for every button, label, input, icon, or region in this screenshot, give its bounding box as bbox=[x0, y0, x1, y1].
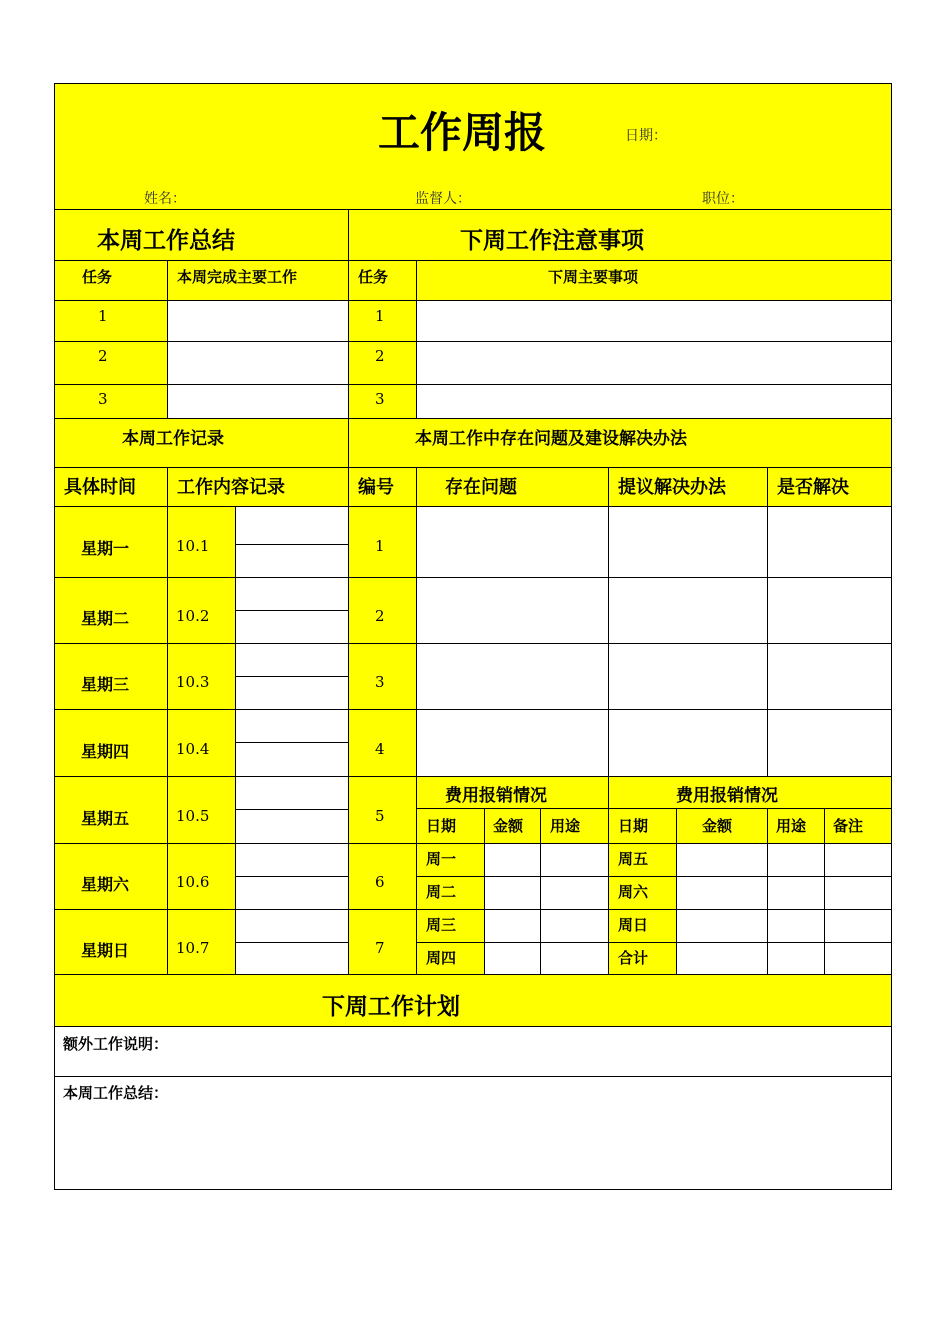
solution-cell[interactable] bbox=[608, 506, 768, 578]
task-row-next-cell[interactable] bbox=[416, 384, 892, 419]
problem-cell[interactable] bbox=[416, 577, 609, 644]
expense-day: 周四 bbox=[426, 949, 457, 967]
task-row-num-right: 1 bbox=[375, 307, 385, 325]
date-label: 日期： bbox=[625, 128, 667, 144]
expense-day-right: 周六 bbox=[618, 883, 649, 901]
day-label: 星期五 bbox=[81, 809, 130, 828]
day-label: 星期三 bbox=[81, 675, 130, 694]
content-cell[interactable] bbox=[235, 506, 349, 545]
resolved-cell[interactable] bbox=[767, 643, 892, 710]
task-header: 任务 bbox=[82, 268, 113, 286]
task-header-right: 任务 bbox=[358, 268, 389, 286]
problem-cell[interactable] bbox=[416, 709, 609, 777]
col-resolved: 是否解决 bbox=[777, 477, 849, 498]
expense-amount-right-cell[interactable] bbox=[676, 876, 768, 910]
done-header: 本周完成主要工作 bbox=[177, 268, 298, 286]
next-header-cell bbox=[416, 260, 892, 301]
next-week-plan-title-cell bbox=[54, 974, 892, 1027]
problem-no: 2 bbox=[375, 607, 385, 625]
resolved-cell[interactable] bbox=[767, 506, 892, 578]
expense-day: 周一 bbox=[426, 850, 457, 868]
extra-work-label: 额外工作说明： bbox=[63, 1035, 169, 1053]
next-header: 下周主要事项 bbox=[548, 268, 639, 286]
date-label: 10.4 bbox=[176, 740, 210, 758]
content-cell[interactable] bbox=[235, 942, 349, 975]
problem-no: 1 bbox=[375, 537, 385, 555]
expense-col-use2: 用途 bbox=[776, 817, 807, 835]
expense-use-cell[interactable] bbox=[540, 843, 609, 877]
content-cell[interactable] bbox=[235, 742, 349, 777]
expense-use-right-cell[interactable] bbox=[767, 909, 825, 943]
expense-amount-cell[interactable] bbox=[484, 876, 541, 910]
expense-col-amount2: 金额 bbox=[702, 817, 733, 835]
next-week-plan-title: 下周工作计划 bbox=[322, 994, 460, 1020]
problem-cell[interactable] bbox=[416, 506, 609, 578]
solution-cell[interactable] bbox=[608, 643, 768, 710]
expense-amount-cell[interactable] bbox=[484, 909, 541, 943]
expense-amount-right-cell[interactable] bbox=[676, 843, 768, 877]
expense-use-cell[interactable] bbox=[540, 909, 609, 943]
task-row-num-right: 3 bbox=[375, 390, 385, 408]
expense-amount-right-cell[interactable] bbox=[676, 942, 768, 975]
expense-amount-cell[interactable] bbox=[484, 843, 541, 877]
content-cell[interactable] bbox=[235, 544, 349, 578]
expense-day-right: 周五 bbox=[618, 850, 649, 868]
solution-cell[interactable] bbox=[608, 577, 768, 644]
expense-amount-right-cell[interactable] bbox=[676, 909, 768, 943]
expense-col-amount: 金额 bbox=[493, 817, 524, 835]
task-row-done-cell[interactable] bbox=[167, 384, 349, 419]
task-row-num: 2 bbox=[98, 347, 108, 365]
task-row-done-cell[interactable] bbox=[167, 341, 349, 385]
expense-use-right-cell[interactable] bbox=[767, 843, 825, 877]
expense-note-cell[interactable] bbox=[824, 843, 892, 877]
expense-col-date2: 日期 bbox=[618, 817, 649, 835]
task-row-num-cell bbox=[54, 384, 168, 419]
weekly-summary-title: 本周工作总结 bbox=[97, 228, 235, 254]
col-solution: 提议解决办法 bbox=[618, 477, 726, 498]
problem-no: 5 bbox=[375, 807, 385, 825]
problem-cell[interactable] bbox=[416, 643, 609, 710]
col-no: 编号 bbox=[358, 477, 394, 498]
content-cell[interactable] bbox=[235, 577, 349, 611]
content-cell[interactable] bbox=[235, 809, 349, 844]
task-row-num-right: 2 bbox=[375, 347, 385, 365]
position-label: 职位： bbox=[702, 191, 744, 207]
day-label: 星期四 bbox=[81, 742, 130, 761]
problem-no: 3 bbox=[375, 673, 385, 691]
supervisor-label: 监督人： bbox=[415, 191, 471, 207]
expense-note-cell[interactable] bbox=[824, 876, 892, 910]
week-summary-label: 本周工作总结： bbox=[63, 1084, 169, 1102]
expense-title-right: 费用报销情况 bbox=[676, 786, 778, 806]
task-row-num: 1 bbox=[98, 307, 108, 325]
content-cell[interactable] bbox=[235, 876, 349, 910]
expense-col-use: 用途 bbox=[550, 817, 581, 835]
expense-note-cell[interactable] bbox=[824, 942, 892, 975]
expense-use-right-cell[interactable] bbox=[767, 942, 825, 975]
day-label: 星期二 bbox=[81, 609, 130, 628]
expense-day: 周二 bbox=[426, 883, 457, 901]
col-time: 具体时间 bbox=[64, 477, 136, 498]
col-problem: 存在问题 bbox=[445, 477, 517, 498]
expense-day-right: 周日 bbox=[618, 916, 649, 934]
expense-col-date: 日期 bbox=[426, 817, 457, 835]
date-label: 10.7 bbox=[176, 939, 210, 957]
expense-use-cell[interactable] bbox=[540, 876, 609, 910]
content-cell[interactable] bbox=[235, 643, 349, 677]
day-label: 星期日 bbox=[81, 941, 130, 960]
expense-use-cell[interactable] bbox=[540, 942, 609, 975]
content-cell[interactable] bbox=[235, 709, 349, 743]
task-row-num-cell bbox=[54, 300, 168, 342]
expense-note-cell[interactable] bbox=[824, 909, 892, 943]
content-cell[interactable] bbox=[235, 676, 349, 710]
task-row-done-cell[interactable] bbox=[167, 300, 349, 342]
problem-no: 7 bbox=[375, 939, 385, 957]
task-row-next-cell[interactable] bbox=[416, 300, 892, 342]
name-label: 姓名： bbox=[144, 191, 186, 207]
date-label: 10.3 bbox=[176, 673, 210, 691]
problem-no: 4 bbox=[375, 740, 385, 758]
expense-title-left: 费用报销情况 bbox=[445, 786, 547, 806]
problems-title: 本周工作中存在问题及建设解决办法 bbox=[415, 429, 687, 449]
expense-day: 周三 bbox=[426, 916, 457, 934]
expense-amount-cell[interactable] bbox=[484, 942, 541, 975]
date-label: 10.6 bbox=[176, 873, 210, 891]
work-record-title: 本周工作记录 bbox=[122, 429, 224, 449]
solution-cell[interactable] bbox=[608, 709, 768, 777]
date-label: 10.2 bbox=[176, 607, 210, 625]
resolved-cell[interactable] bbox=[767, 709, 892, 777]
task-row-next-cell[interactable] bbox=[416, 341, 892, 385]
day-label: 星期六 bbox=[81, 875, 130, 894]
expense-col-note: 备注 bbox=[833, 817, 864, 835]
date-label: 10.1 bbox=[176, 537, 210, 555]
expense-total-label: 合计 bbox=[618, 949, 649, 967]
content-cell[interactable] bbox=[235, 776, 349, 810]
content-cell[interactable] bbox=[235, 909, 349, 943]
task-row-num: 3 bbox=[98, 390, 108, 408]
expense-use-right-cell[interactable] bbox=[767, 876, 825, 910]
day-label: 星期一 bbox=[81, 539, 130, 558]
page-title: 工作周报 bbox=[378, 108, 547, 157]
next-week-notes-title: 下周工作注意事项 bbox=[460, 228, 644, 254]
col-content: 工作内容记录 bbox=[177, 477, 285, 498]
resolved-cell[interactable] bbox=[767, 577, 892, 644]
extra-work-field[interactable] bbox=[54, 1026, 892, 1077]
content-cell[interactable] bbox=[235, 843, 349, 877]
week-summary-field[interactable] bbox=[54, 1076, 892, 1190]
date-label: 10.5 bbox=[176, 807, 210, 825]
problem-no: 6 bbox=[375, 873, 385, 891]
content-cell[interactable] bbox=[235, 610, 349, 644]
task-row-num-cell bbox=[54, 341, 168, 385]
